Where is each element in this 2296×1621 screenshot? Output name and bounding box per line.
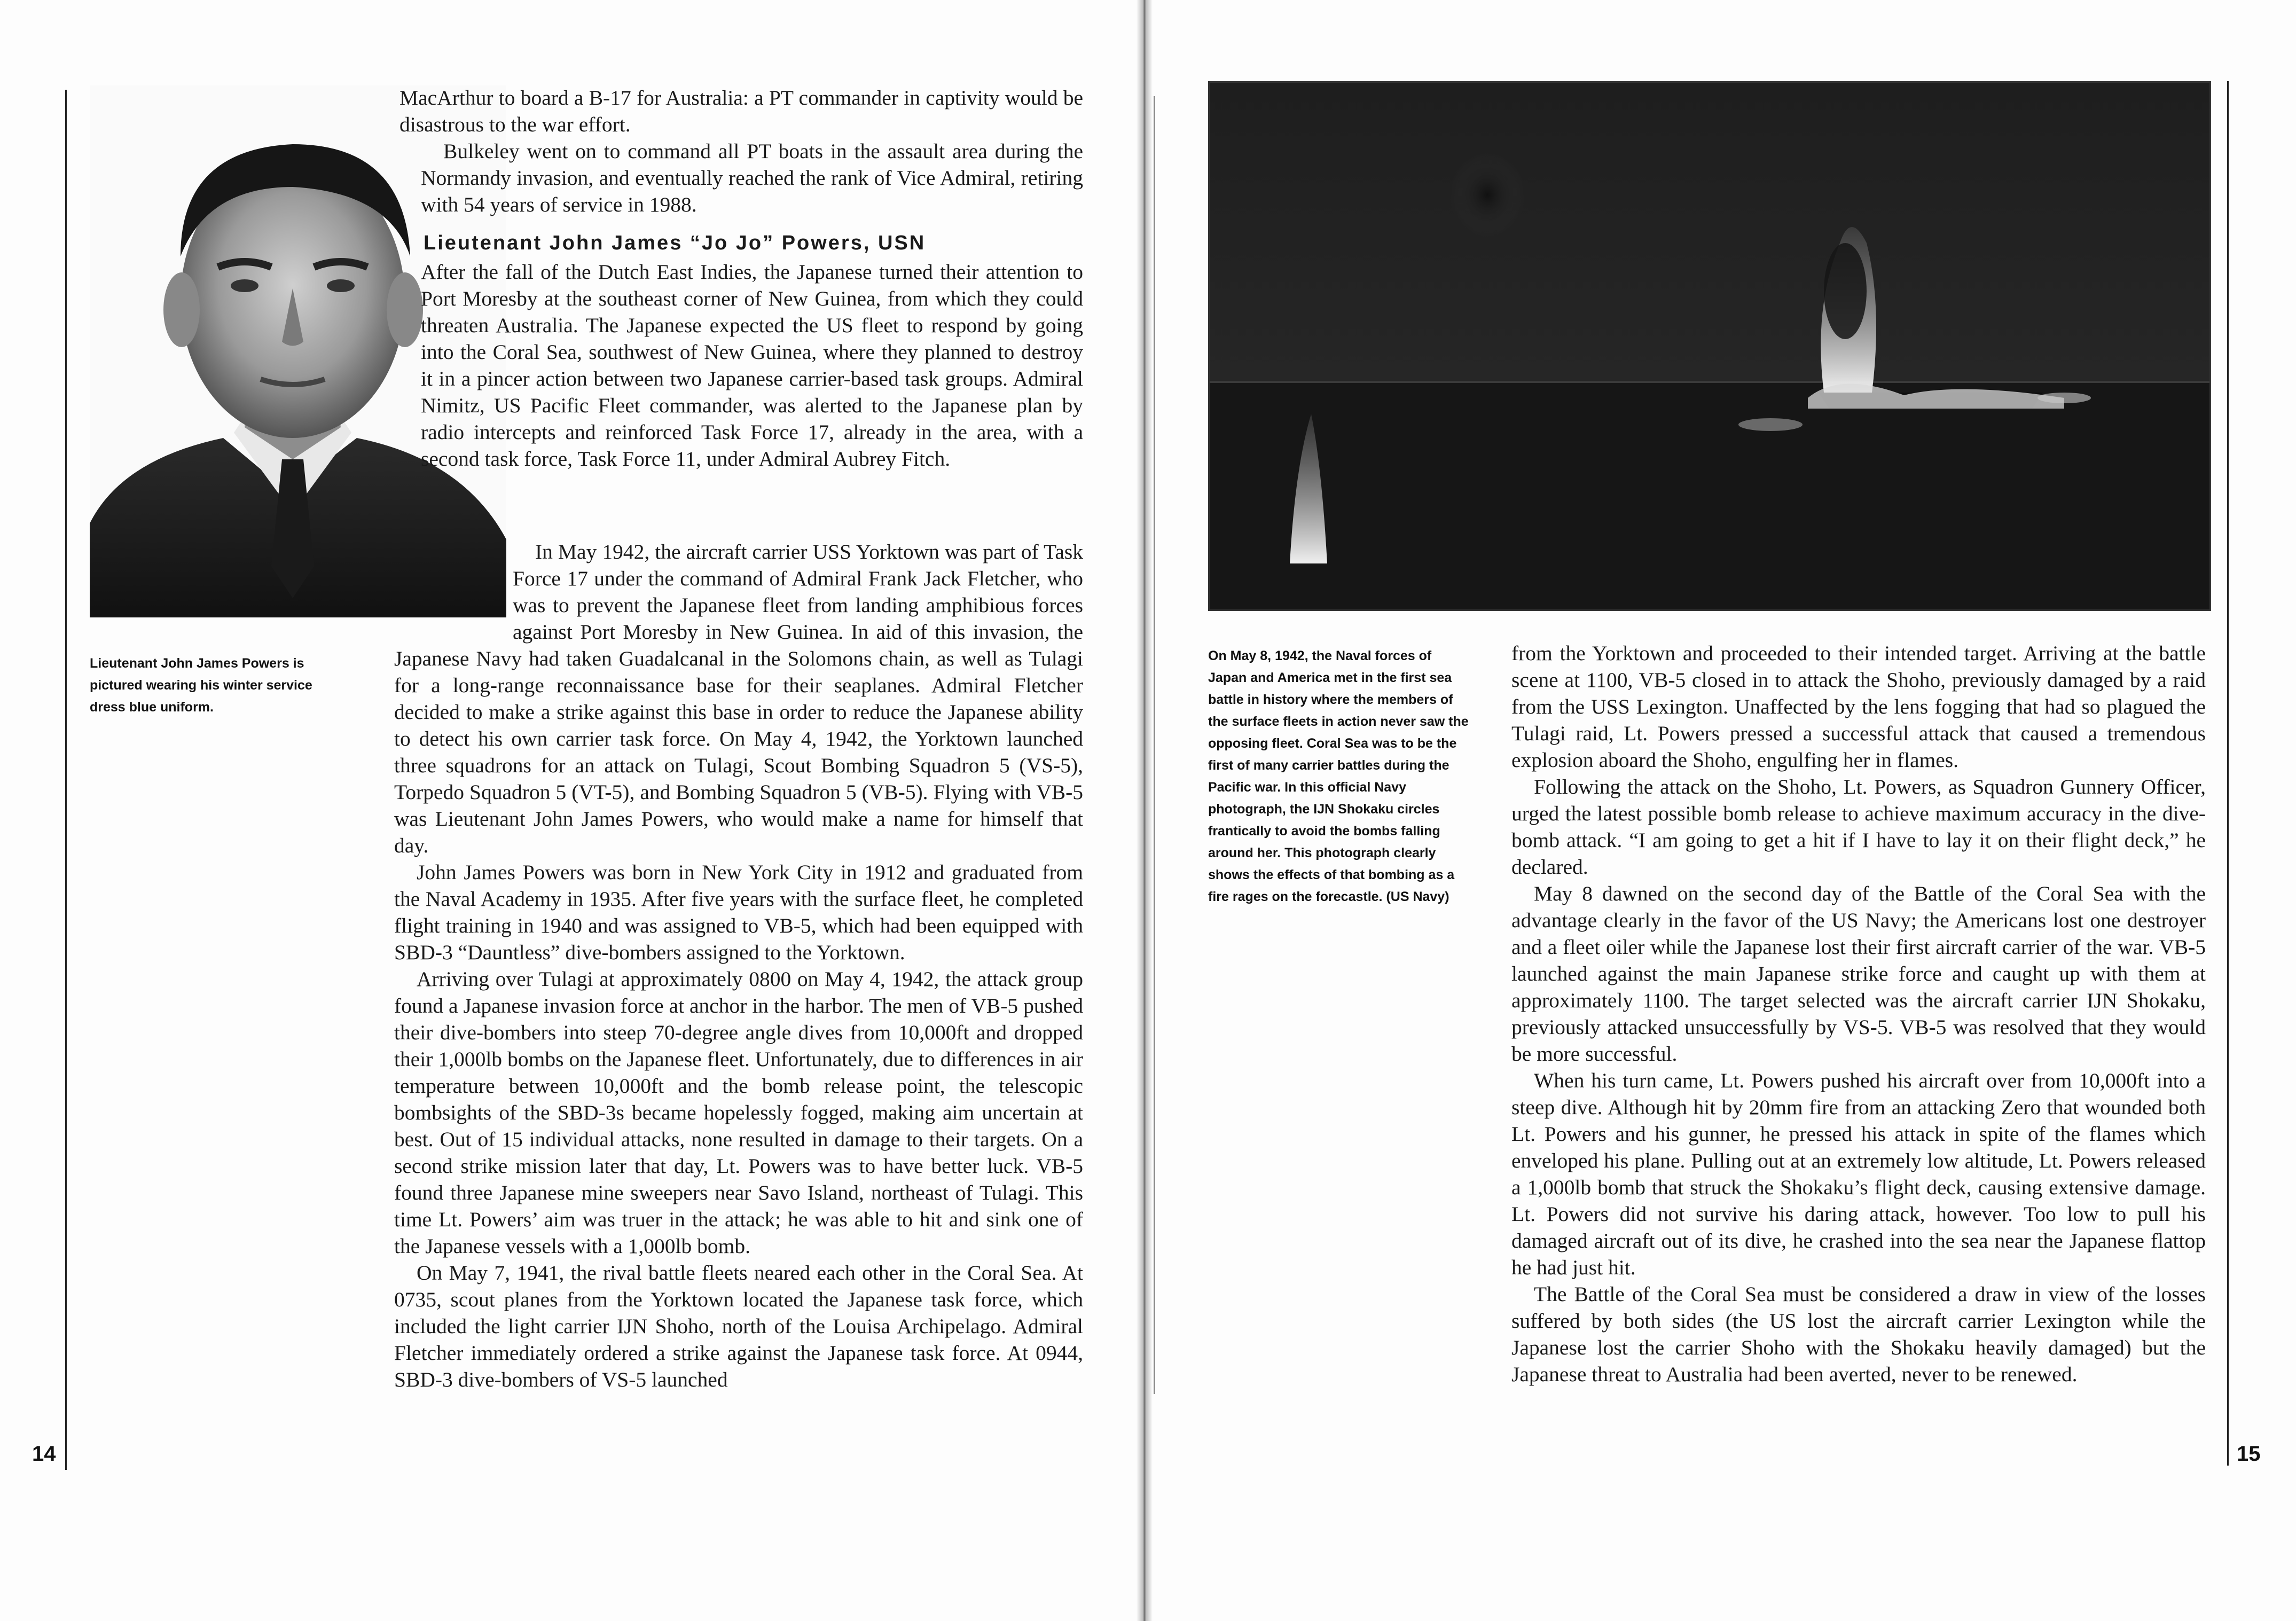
paragraph: In May 1942, the aircraft carrier USS Yorktown was part of Task Force 17 under the command of Admiral Frank Jack Fletcher, who was to prevent the Japanese fleet from landing amphibious forces against Port Moresby in New Guinea. In aid of this invasion, the Japanese Navy had taken Guadalcanal in the Solomons chain, as well as Tulagi for a long-range reconnaissance base for their seaplanes. Admiral Fletcher decided to make a strike against this base in order to reduce the Japanese ability to detect his own carrier task force. On May 4, 1942, the Yorktown launched three squadrons for an attack on Tulagi, Scout Bombing Squadron 5 (VS-5), Torpedo Squadron 5 (VT-5), and Bombing Squadron 5 (VB-5). Flying with VB-5 was Lieutenant John James Powers, who would make a name for himself that day. bbox=[394, 540, 1083, 857]
paragraph: When his turn came, Lt. Powers pushed his aircraft over from 10,000ft into a steep dive. Although hit by 20mm fire from an attacking Zero that wounded both Lt. Powers and his gunner, he pressed his attack in spite of the flames which enveloped his plane. Pulling out at an extremely low altitude, Lt. Powers released a 1,000lb bomb that struck the Shokaku’s flight deck, causing extensive damage. Lt. Powers did not survive his daring attack, however. Too low to pull his damaged aircraft out of its dive, he crashed into the sea near the Japanese flattop he had just hit. bbox=[1511, 1069, 2206, 1279]
paragraph: Following the attack on the Shoho, Lt. Powers, as Squadron Gunnery Officer, urged the latest possible bomb release to achieve maximum accuracy in the dive-bomb attack. “I am going to get a hit if I have to lay it on their flight deck,” he declared. bbox=[1511, 775, 2206, 879]
coral-sea-battle-photo bbox=[1208, 81, 2211, 611]
left-page-number: 14 bbox=[32, 1442, 56, 1466]
right-page-margin-rule bbox=[2227, 81, 2229, 1466]
right-page-number: 15 bbox=[2237, 1442, 2261, 1466]
gutter-shadow-line bbox=[1154, 96, 1155, 1394]
right-page-body bbox=[1511, 640, 2206, 1388]
paragraph: Arriving over Tulagi at approximately 0800 on May 4, 1942, the attack group found a Japanese invasion force at anchor in the harbor. The men of VB-5 pushed their dive-bombers into steep 70-degree angle dives from 10,000ft and dropped their 1,000lb bombs on the Japanese fleet. Unfortunately, due to differences in air temperature between 10,000ft and the bomb release point, the telescopic bombsights of the SBD-3s became hopelessly fogged, making aim uncertain at best. Out of 15 individual attacks, none resulted in damage to their targets. On a second strike mission later that day, Lt. Powers was to have better luck. VB-5 found three Japanese mine sweepers near Savo Island, northeast of Tulagi. This time Lt. Powers’ aim was truer in the attack; he was able to hit and sink one of the Japanese vessels with a 1,000lb bomb. bbox=[394, 967, 1083, 1258]
section-heading: Lieutenant John James “Jo Jo” Powers, USN bbox=[424, 232, 926, 254]
paragraph: On May 7, 1941, the rival battle fleets neared each other in the Coral Sea. At 0735, scout planes from the Yorktown located the Japanese task force, which included the light carrier IJN Shoho, north of the Louisa Archipelago. Admiral Fletcher immediately ordered a strike against the Japanese task force. At 0944, SBD-3 dive-bombers of VS-5 launched bbox=[394, 1261, 1083, 1391]
paragraph: May 8 dawned on the second day of the Battle of the Coral Sea with the advantage clearly in the favor of the US Navy; the Americans lost one destroyer and a fleet oiler while the Japanese lost their first aircraft carrier of the war. VB-5 launched against the main Japanese strike force and caught up with them at approximately 1100. The target selected was the aircraft carrier IJN Shokaku, previously attacked unsuccessfully by VS-5. VB-5 was resolved that they would be more successful. bbox=[1511, 882, 2206, 1066]
paragraph: John James Powers was born in New York City in 1912 and graduated from the Naval Academy in 1935. After five years with the surface fleet, he completed flight training in 1940 and was assigned to VB-5, which had been equipped with SBD-3 “Dauntless” dive-bombers assigned to the Yorktown. bbox=[394, 860, 1083, 964]
battle-photo-caption: On May 8, 1942, the Naval forces of Japan and America met in the first sea battle in history where the members of the surface fleets in action never saw the opposing fleet. Coral Sea was to be the first of many carrier battles during the Pacific war. In this official Navy photograph, the IJN Shokaku circles frantically to avoid the bombs falling around her. This photograph clearly shows the effects of that bombing as a fire rages on the forecastle. (US Navy) bbox=[1208, 648, 1469, 904]
paragraph: MacArthur to board a B-17 for Australia: a PT commander in captivity would be disastrous to the war effort. bbox=[399, 86, 1083, 136]
paragraph: from the Yorktown and proceeded to their intended target. Arriving at the battle scene at 1100, VB-5 closed in to attack the Shoho, previously damaged by a raid from the USS Lexington. Unaffected by the lens fogging that had so plagued the Tulagi raid, Lt. Powers pressed a successful attack that caused a tremendous explosion aboard the Shoho, engulfing her in flames. bbox=[1511, 641, 2206, 772]
left-page-body-lower bbox=[394, 538, 1083, 1393]
paragraph: The Battle of the Coral Sea must be considered a draw in view of the losses suffered by both sides (the US lost the aircraft carrier Lexington while the Japanese lost the carrier Shoho with the Shokaku heavily damaged) but the Japanese threat to Australia had been averted, never to be renewed. bbox=[1511, 1282, 2206, 1386]
portrait-caption: Lieutenant John James Powers is pictured wearing his winter service dress blue uniform. bbox=[90, 656, 312, 715]
book-gutter bbox=[1137, 0, 1153, 1621]
left-page-body bbox=[394, 84, 1083, 472]
paragraph: Bulkeley went on to command all PT boats in the assault area during the Normandy invasion, and eventually reached the rank of Vice Admiral, retiring with 54 years of service in 1988. bbox=[421, 139, 1083, 216]
paragraph: After the fall of the Dutch East Indies, the Japanese turned their attention to Port Moresby at the southeast corner of New Guinea, from which they could threaten Australia. The Japanese expected the US fleet to respond by going into the Coral Sea, southwest of New Guinea, where they planned to destroy it in a pincer action between two Japanese carrier-based task groups. Admiral Nimitz, US Pacific Fleet commander, was alerted to the Japanese plan by radio intercepts and reinforced Task Force 17, already in the area, with a second task force, Task Force 11, under Admiral Aubrey Fitch. bbox=[421, 260, 1083, 471]
left-page-margin-rule bbox=[65, 90, 67, 1470]
